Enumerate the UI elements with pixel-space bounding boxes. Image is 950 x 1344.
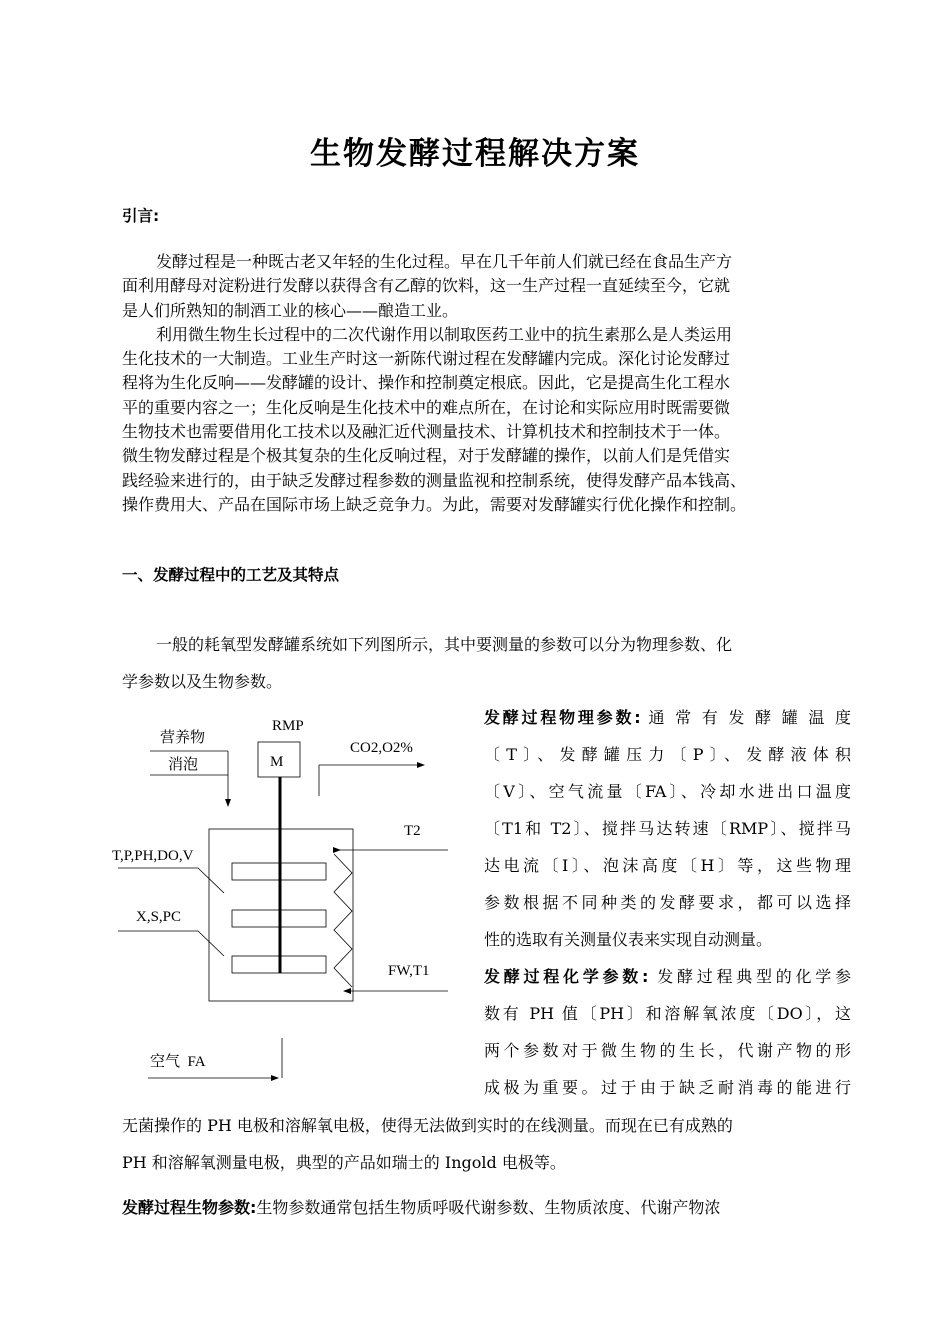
label-biomass: X,S,PC (136, 909, 182, 925)
intro-heading: 引言: (122, 207, 160, 225)
text-line: 程将为生化反响——发酵罐的设计、操作和控制奠定根底。因此，它是提高生化工程水 (122, 373, 731, 393)
text-line: 〔T1和 T2〕、搅拌马达转速〔RMP〕、搅拌马 (484, 819, 851, 838)
physical-params-block (484, 699, 851, 1106)
text-line: 参数根据不同种类的发酵要求，都可以选择 (484, 893, 851, 912)
text-line: 〔T〕、发酵罐压力〔P〕、发酵液体积 (484, 745, 851, 764)
text-line: 践经验来进行的，由于缺乏发酵过程参数的测量监视和控制系统，使得发酵产品本钱高、 (122, 470, 747, 490)
text-line: 达电流〔I〕、泡沫高度〔H〕等，这些物理 (484, 856, 851, 875)
text-line: 通 常 有 发 酵 罐 温 度 (648, 708, 851, 727)
text-line: 利用微生物生长过程中的二次代谢作用以制取医药工业中的抗生素那么是人类运用 (156, 324, 733, 344)
text-line: PH 和溶解氧测量电极，典型的产品如瑞士的 Ingold 电极等。 (122, 1153, 566, 1172)
section-1-heading: 一、发酵过程中的工艺及其特点 (122, 566, 340, 584)
label-gas: CO2,O2% (350, 740, 413, 756)
text-line: 微生物发酵过程是个极其复杂的生化反响过程，对于发酵罐的操作，以前人们是凭借实 (122, 446, 731, 466)
chemical-params-continued (122, 1107, 857, 1181)
biomass-leader (118, 931, 224, 956)
biological-params-lead: 发酵过程生物参数: (122, 1198, 257, 1217)
text-line: 成极为重要。过于由于缺乏耐消毒的能进行 (484, 1078, 851, 1097)
text-line: 发酵过程典型的化学参 (657, 967, 851, 986)
label-t2: T2 (404, 823, 421, 839)
label-nutrient: 营养物 (160, 730, 206, 746)
page-title: 生物发酵过程解决方案 (310, 136, 640, 172)
text-line: 平的重要内容之一；生化反响是生化技术中的难点所在，在讨论和实际应用时既需要微 (122, 397, 731, 417)
physical-params-lead: 发酵过程物理参数: (484, 708, 641, 727)
text-line: 无菌操作的 PH 电极和溶解氧电极，使得无法做到实时的在线测量。而现在已有成熟的 (122, 1116, 733, 1135)
biological-params-block (122, 1196, 857, 1220)
text-line: 生物技术也需要借用化工技术以及融汇近代测量技术、计算机技术和控制技术于一体。 (122, 422, 731, 442)
text-line: 一般的耗氧型发酵罐系统如下列图所示，其中要测量的参数可以分为物理参数、化 (156, 635, 733, 654)
text-line: 发酵过程是一种既古老又年轻的生化过程。早在几千年前人们就已经在食品生产方 (156, 252, 733, 271)
label-rmp: RMP (272, 718, 304, 734)
text-line: 生化技术的一大制造。工业生产时这一新陈代谢过程在发酵罐内完成。深化讨论发酵过 (122, 349, 731, 369)
label-air: 空气 FA (150, 1054, 206, 1070)
text-line: 操作费用大、产品在国际市场上缺乏竞争力。为此，需要对发酵罐实行优化操作和控制。 (122, 494, 747, 514)
text-line: 数有 PH 值〔PH〕和溶解氧浓度〔DO〕，这 (484, 1004, 851, 1023)
text-line: 〔V〕、空气流量〔FA〕、冷却水进出口温度 (484, 782, 851, 801)
text-line: 面利用酵母对淀粉进行发酵以获得含有乙醇的饮料，这一生产过程一直延续至今，它就 (122, 276, 731, 296)
text-line: 两个参数对于微生物的生长，代谢产物的形 (484, 1041, 851, 1060)
cooling-coil (334, 854, 352, 987)
fermenter-diagram (108, 710, 458, 1100)
section-1-paragraph (122, 626, 857, 700)
label-defoam: 消泡 (168, 757, 199, 773)
text-line: 生物参数通常包括生物质呼吸代谢参数、生物质浓度、代谢产物浓 (256, 1198, 721, 1217)
measurement-leader (118, 868, 224, 893)
chemical-params-lead: 发酵过程化学参数: (484, 967, 649, 986)
label-motor: M (270, 754, 284, 770)
label-fwt1: FW,T1 (388, 963, 430, 979)
text-line: 学参数以及生物参数。 (122, 672, 283, 691)
text-line: 性的选取有关测量仪表来实现自动测量。 (484, 930, 773, 949)
text-line: 是人们所熟知的制酒工业的核心——酿造工业。 (122, 300, 459, 320)
label-measurements: T,P,PH,DO,V (112, 848, 194, 864)
intro-paragraph-1 (122, 250, 857, 517)
